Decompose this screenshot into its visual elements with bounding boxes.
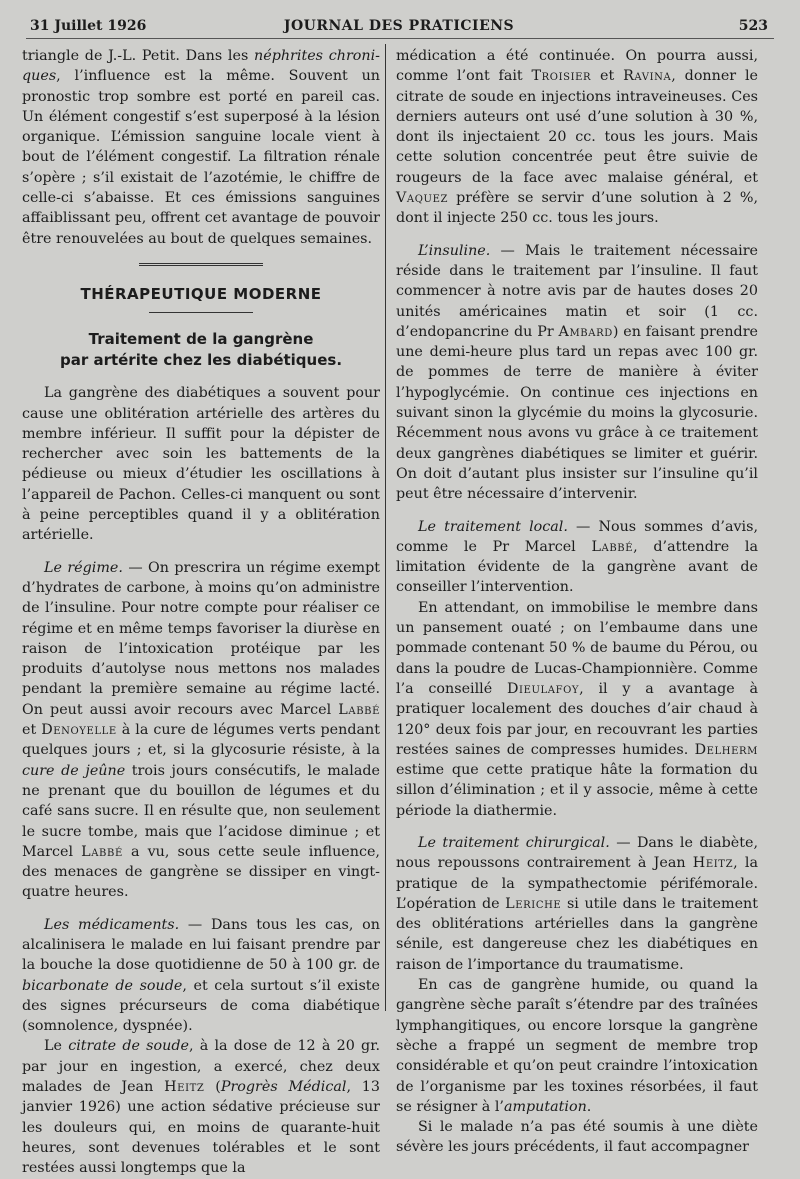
text-run: , d’attendre la limitation évidente de la gangrène avant de conseiller l’intervention.: [396, 538, 758, 596]
text-run: estime que cette pratique hâte la formation du sillon d’élimination ; et il y associe, même à cette période la diathermie.: [396, 762, 758, 819]
author-name: Denoyelle: [41, 722, 117, 739]
text-run: — Dans tous les cas, on alcalinisera le malade en lui faisant prendre par la bouche la dose quotidienne de 50 à 100 gr. de: [22, 916, 380, 974]
author-name: Leriche: [505, 895, 562, 912]
text-run: à la cure de légumes verts pendant quelques jours ; et, si la glycosurie résiste, à la: [22, 722, 380, 759]
subheading-regime: Le régime.: [44, 559, 123, 576]
header-date: 31 Juillet 1926: [30, 18, 147, 34]
subheading-chirurgical: Le traitement chirurgical.: [418, 834, 610, 851]
author-name: Ambard: [558, 323, 613, 340]
text-run: , l’influence est la même. Souvent un pronostic trop sombre est porté en pareil cas. Un élément congestif s’est superposé à la lésion organique. L’émission sanguine locale vient à bout de l’élément congestif. La filtration rénale s’opère ; s’il existait de l’azotémie, le chiffre de celle-ci s’abaisse. Et ces émissions sanguines affaiblissant peu, offrent cet avantage de pouvoir être renouvelées au bout de quelques semaines.: [22, 68, 380, 247]
text-run: et: [591, 68, 624, 85]
italic-term: Progrès Médical: [220, 1079, 347, 1096]
text-run: préfère se servir d’une solution à 2 %, dont il injecte 250 cc. tous les jours.: [396, 190, 758, 227]
article-title-line-2: par artérite chez les diabétiques.: [59, 351, 343, 370]
text-run: — Mais le traitement nécessaire réside dans le traitement par l’insuline. Il faut commencer à notre avis par de hautes doses 20 unités américaines matin et soir (1 cc. d’endopancrine du Pr: [396, 242, 758, 340]
author-name: Dieulafoy: [506, 680, 580, 697]
author-name: Labbé: [338, 701, 380, 718]
author-name: Troisier: [531, 68, 592, 85]
author-name: Heitz: [692, 855, 734, 872]
italic-term: néphrites chroni-ques: [22, 48, 381, 85]
text-run: , il y a avantage à pratiquer localement des douches d’air chaud à 120° deux fois par jour, en recouvrant les parties restées saines de compresses humides.: [396, 680, 758, 758]
text-run: — Nous sommes d’avis, comme le Pr Marcel: [396, 518, 758, 555]
paragraph-insuline: [396, 241, 758, 505]
author-name: Heitz: [164, 1079, 205, 1096]
header-journal-title: JOURNAL DES PRATICIENS: [283, 18, 515, 34]
header-rule: [26, 38, 774, 39]
subheading-traitement-local: Le traitement local.: [418, 518, 568, 535]
paragraph-gangrene-humide: [396, 975, 758, 1117]
subheading-insuline: L’insuline.: [418, 242, 491, 259]
section-title: THÉRAPEUTIQUE MODERNE: [80, 284, 322, 303]
author-name: Labbé: [591, 538, 634, 555]
paragraph-regime: [22, 558, 380, 903]
right-column: [396, 46, 758, 1158]
text-run: médication a été continuée. On pourra aussi, comme l’ont fait: [396, 48, 758, 85]
paragraph-medicaments: [22, 915, 380, 1037]
paragraph-nephrites: [22, 46, 380, 249]
author-name: Delherm: [694, 741, 758, 758]
text-run: (: [204, 1079, 221, 1096]
article-title: [22, 329, 380, 371]
text-run: trois jours consécutifs, le malade ne prenant que du bouillon de légumes et du café sans sucre. Il en résulte que, non seulement le sucre tombe, mais que l’acidose diminue ; et Marcel: [22, 762, 381, 860]
page-header: [30, 14, 768, 36]
subheading-medicaments: Les médicaments.: [44, 916, 180, 933]
text-run: ) en faisant prendre une demi-heure plus tard un repas avec 100 gr. de pommes de terre de manière à éviter l’hypoglycémie. On continue ces injections en suivant sinon la glycémie du moins la glycosurie. Récemment nous avons vu grâce à ce traitement deux gangrènes diabétiques se limiter et guérir. On doit d’autant plus insister sur l’insuline qu’il peut être nécessaire d’intervenir.: [396, 323, 758, 503]
text-run: , à la dose de 12 à 20 gr. par jour en ingestion, a exercé, chez deux malades de Jean: [22, 1038, 381, 1096]
author-name: Vaquez: [396, 190, 449, 207]
text-run: — On prescrira un régime exempt d’hydrates de carbone, à moins qu’on administre de l’insuline. Pour notre compte pour réaliser ce régime et en même temps favoriser la diurèse en raison de l’intoxication protéique par les produits d’autolyse nous mettons nos malades pendant la première semaine au régime lacté. On peut aussi avoir recours avec Marcel: [22, 559, 380, 718]
header-page-number: 523: [738, 18, 768, 34]
paragraph-citrate: [22, 1036, 380, 1178]
text-run: a vu, sous cette seule influence, des menaces de gangrène se dissiper en vingt-quatre heures.: [22, 843, 380, 901]
double-rule: [139, 263, 263, 268]
author-name: Labbé: [81, 843, 123, 860]
left-column: [22, 46, 380, 1179]
text-run: et: [22, 722, 42, 739]
article-title-line-1: Traitement de la gangrène: [88, 330, 314, 349]
italic-term: citrate de soude: [68, 1038, 189, 1055]
paragraph-intro: La gangrène des diabétiques a souvent pour cause une oblitération artérielle des artères du membre inférieur. Il suffit pour la dépister de rechercher avec soin les battements de la pédieuse ou mieux d’étudier les oscillations à l’appareil de Pachon. Celles-ci manquent ou sont à peine perceptibles quand il y a oblitération artérielle.: [22, 385, 380, 544]
text-run: — Dans le diabète, nous repoussons contrairement à Jean: [396, 834, 759, 872]
text-run: .: [586, 1098, 592, 1115]
text-run: , 13 janvier 1926) une action sédative précieuse sur les douleurs qui, en moins de quarante-huit heures, sont devenues tolérables et le sont restées aussi longtemps que la: [22, 1079, 380, 1177]
paragraph-attendant: [396, 598, 758, 821]
italic-term: amputation: [503, 1098, 587, 1115]
text-run: si utile dans le traitement des oblitérations artérielles dans la gangrène sénile, est dangereuse chez les diabétiques en raison de l’importance du traumatisme.: [396, 895, 758, 973]
text-run: , donner le citrate de soude en injections intraveineuses. Ces derniers auteurs ont usé d’une solution à 30 %, dont ils injectaient 20 cc. tous les jours. Mais cette solution concentrée peut être suivie de rougeurs de la face avec malaise général, et: [396, 68, 759, 186]
paragraph-traitement-local: [396, 517, 758, 598]
text-run: , la pratique de la sympathectomie périfémorale. L’opération de: [396, 855, 758, 912]
section-rule: [149, 312, 253, 313]
paragraph-chirurgical: [396, 833, 758, 975]
italic-term: bicarbonate de soude: [22, 977, 183, 994]
text-run: triangle de J.-L. Petit. Dans les: [22, 48, 255, 64]
paragraph-injections: [396, 46, 758, 229]
text-run: , et cela surtout s’il existe des signes précurseurs de coma diabétique (somnolence, dyspnée).: [22, 977, 380, 1035]
text-run: Le: [44, 1038, 69, 1055]
italic-term: cure de jeûne: [22, 762, 126, 779]
author-name: Ravina: [623, 68, 672, 85]
paragraph-diete: Si le malade n’a pas été soumis à une diète sévère les jours précédents, il faut accompagner: [396, 1119, 758, 1156]
text-run: En attendant, on immobilise le membre dans un pansement ouaté ; on l’embaume dans une pommade contenant 50 % de baume du Pérou, ou dans la poudre de Lucas-Championnière. Comme l’a conseillé: [396, 599, 758, 697]
text-run: En cas de gangrène humide, ou quand la gangrène sèche paraît s’étendre par des traînées lymphangitiques, ou encore lorsque la gangrène sèche a frappé un segment de membre trop considérable et qu’on peut craindre l’intoxication de l’organisme par les toxines résorbées, il faut se résigner à l’: [396, 977, 758, 1115]
column-divider: [385, 44, 386, 1011]
